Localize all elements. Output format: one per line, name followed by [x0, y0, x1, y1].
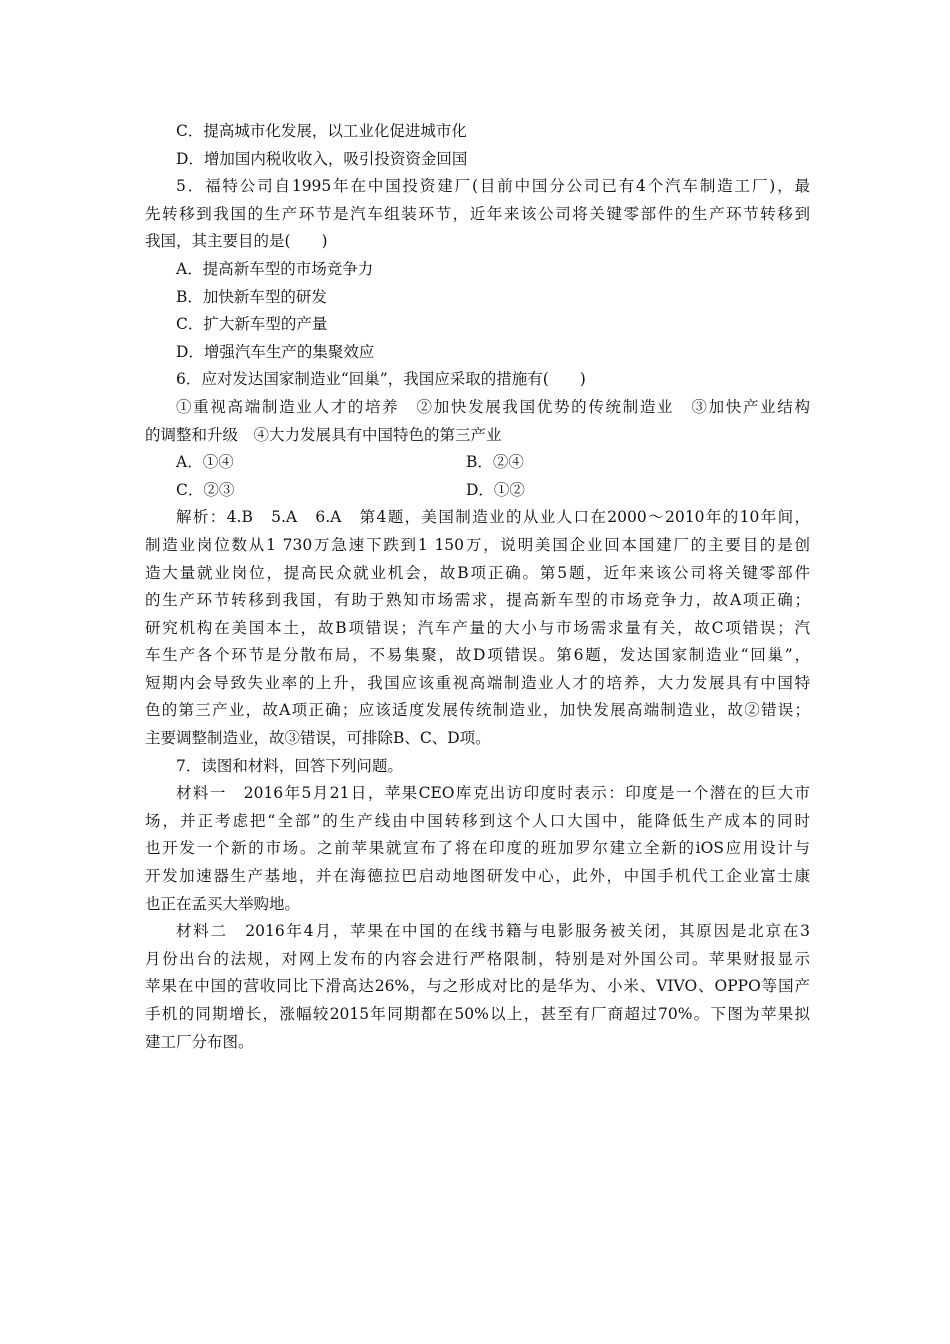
- material1-line-1: 材料一 2016年5月21日，苹果CEO库克出访印度时表示：印度是一个潜在的巨大市: [176, 784, 810, 803]
- q5-option-c: C．扩大新车型的产量: [176, 315, 328, 334]
- q6-options-row-2: [145, 477, 810, 505]
- material1-line-2: 场，并正考虑把“全部”的生产线由中国转移到这个人口大国中，能降低生产成本的同时: [145, 811, 810, 830]
- q6-option-b: B．②④: [466, 453, 524, 472]
- q6-statements-line-2: 的调整和升级 ④大力发展具有中国特色的第三产业: [145, 425, 502, 444]
- q4-option-c: C．提高城市化发展，以工业化促进城市化: [176, 122, 467, 140]
- material2-line-4: 手机的同期增长，涨幅较2015年同期都在50%以上，甚至有厂商超过70%。下图为苹果拟: [145, 1005, 810, 1023]
- q6-stem: 6．应对发达国家制造业“回巢”，我国应采取的措施有( ): [176, 370, 586, 389]
- q6-options-row-1: [145, 449, 810, 477]
- q5-option-d: D．增强汽车生产的集聚效应: [176, 342, 375, 361]
- material2-line-1: 材料二 2016年4月，苹果在中国的在线书籍与电影服务被关闭，其原因是北京在3: [176, 922, 810, 941]
- material1-line-5: 也正在孟买大举购地。: [145, 894, 301, 913]
- q5-option-b: B．加快新车型的研发: [176, 287, 327, 306]
- q5-stem-line-2: 先转移到我国的生产环节是汽车组装环节，近年来该公司将关键零部件的生产环节转移到: [145, 204, 810, 223]
- q5-option-a: A．提高新车型的市场竞争力: [176, 259, 374, 278]
- analysis-line-8: 色的第三产业，故A项正确；应该适度发展传统制造业，加快发展高端制造业，故②错误；: [145, 701, 810, 720]
- q6-option-d: D．①②: [466, 480, 525, 499]
- analysis-line-1: 解析：4.B 5.A 6.A 第4题，美国制造业的从业人口在2000～2010年的10年间，: [176, 508, 810, 527]
- q6-statements-line-1: ①重视高端制造业人才的培养 ②加快发展我国优势的传统制造业 ③加快产业结构: [176, 397, 810, 416]
- q7-stem: 7．读图和材料，回答下列问题。: [176, 756, 403, 775]
- q5-stem-line-1: 5．福特公司自1995年在中国投资建厂(目前中国分公司已有4个汽车制造工厂)，最: [176, 177, 810, 196]
- analysis-line-2: 制造业岗位数从1 730万急速下跌到1 150万，说明美国企业回本国建厂的主要目的是创: [145, 535, 810, 554]
- document-page: [145, 118, 810, 1056]
- material1-line-3: 也开发一个新的市场。之前苹果就宣布了将在印度的班加罗尔建立全新的iOS应用设计与: [145, 839, 810, 858]
- material2-line-3: 苹果在中国的营收同比下滑高达26%，与之形成对比的是华为、小米、VIVO、OPPO等国产: [145, 977, 810, 996]
- analysis-line-9: 主要调整制造业，故③错误，可排除B、C、D项。: [145, 729, 491, 748]
- material2-line-5: 建工厂分布图。: [145, 1032, 254, 1051]
- material1-line-4: 开发加速器生产基地，并在海德拉巴启动地图研发中心，此外，中国手机代工企业富士康: [145, 867, 810, 886]
- analysis-line-3: 造大量就业岗位，提高民众就业机会，故B项正确。第5题，近年来该公司将关键零部件: [145, 563, 810, 582]
- q5-stem-line-3: 我国，其主要目的是( ): [145, 232, 328, 251]
- analysis-line-4: 的生产环节转移到我国，有助于熟知市场需求，提高新车型的市场竞争力，故A项正确；: [145, 591, 810, 610]
- q6-option-c: C．②③: [176, 480, 235, 499]
- material2-line-2: 月份出台的法规，对网上发布的内容会进行严格限制，特别是对外国公司。苹果财报显示: [145, 949, 810, 968]
- q6-option-a: A．①④: [176, 453, 234, 472]
- analysis-line-7: 短期内会导致失业率的上升，我国应该重视高端制造业人才的培养，大力发展具有中国特: [145, 673, 810, 692]
- q4-option-d: D．增加国内税收收入，吸引投资资金回国: [176, 149, 468, 168]
- analysis-line-5: 研究机构在美国本土，故B项错误；汽车产量的大小与市场需求量有关，故C项错误；汽: [145, 618, 810, 637]
- analysis-line-6: 车生产各个环节是分散布局，不易集聚，故D项错误。第6题，发达国家制造业“回巢”，: [145, 646, 810, 665]
